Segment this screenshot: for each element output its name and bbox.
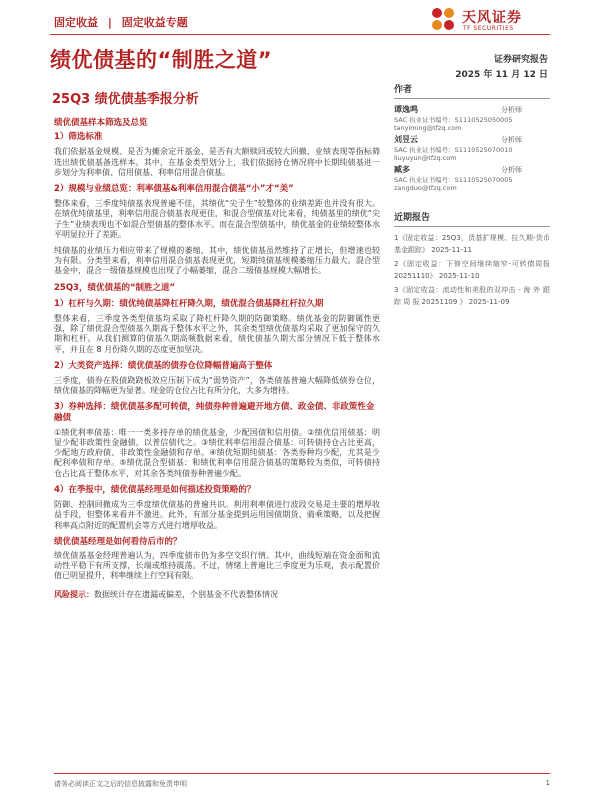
author-role: 分析师 <box>501 106 522 114</box>
paragraph-leverage-duration: 整体来看，三季度各类型债基均采取了降杠杆降久期的防御策略。绩优基金的防御属性更强，除了绩优混合型债基久期高于整体水平之外，其余类型绩优债基均采取了更加保守的久期和杠杆。从我们测算的债基久期高频数据来看，绩优债基久期大部分情况下低于整体水平，并且在 8 月份降久期的态度更加坚决。 <box>54 314 380 354</box>
page-footer <box>54 779 550 789</box>
risk-warning <box>54 590 380 600</box>
author-cert: SAC 执业证书编号：S1110525050005 <box>394 116 513 124</box>
paragraph-bond-selection: ①绩优利率债基：唯一一类多持存单的绩优基金，少配国债和信用债。②绩优信用债基：明显少配非政策性金融债，以普信债代之。③绩优利率信用混合债基：可转债持仓占比更高，少配地方政府债、非政策性金融债和存单。④绩优短期纯债基：各类券种均少配，尤其是少配利率债和存单。⑤绩优混合型债基：和绩优利率信用混合债基的策略较为类似，可转债持仓占比高于整体水平，对其余各类纯债券种普遍少配。 <box>54 427 380 478</box>
paragraph-outlook: 绩优债基基金经理普遍认为，四季度债市仍为多空交织行情。其中，曲线短端在资金面和流动性平稳下有所支撑，长端或维持震荡。不过，情绪上普遍比三季度更为乐观，表示配置价值已明显提升，利率继续上行空间有限。 <box>54 550 380 581</box>
paragraph-manager-strategy: 防御、控制回撤成为三季度绩优债基的普遍共识。利用利率债进行波段交易是主要的增厚收益手段，但整体来看并不激进。此外，有部分基金提到运用国债期货、骑乘策略，以及把握利率高点附近的配置机会等方式进行增厚收益。 <box>54 500 380 530</box>
author-cert: SAC 执业证书编号：S1110525070005 <box>394 176 513 184</box>
subheading-asset-allocation: 2）大类资产选择：绩优债基的债券仓位降幅普遍高于整体 <box>54 360 273 371</box>
author-cert: SAC 执业证书编号：S1110525070010 <box>394 146 513 154</box>
author-card <box>394 134 550 164</box>
header-separator: | <box>107 16 112 29</box>
footer-divider <box>54 773 550 774</box>
author-name: 谭逸鸣 <box>394 105 418 114</box>
section-heading-strategy: 25Q3，绩优债基的“制胜之道” <box>54 282 176 293</box>
subheading-bond-selection: 3）券种选择：绩优债基多配可转债，纯债券种普遍避开地方债、政金债、非政策性金融债 <box>54 402 375 423</box>
subheading-manager-strategy: 4）在季报中，绩优债基经理是如何描述投资策略的？ <box>54 484 256 495</box>
header-tags <box>54 14 194 30</box>
paragraph-asset-allocation: 三季度，债券在股债跷跷板效应压制下成为“弱势资产”，各类债基普遍大幅降低债券仓位，绩优债基的降幅更为显著。现金的仓位占比有所分化，大多为增持。 <box>54 376 380 396</box>
report-date: 2025 年 11 月 12 日 <box>455 70 548 80</box>
author-email[interactable]: tanyiming@tfzq.com <box>394 124 462 132</box>
header-tag-fixed-income: 固定收益 <box>54 16 98 29</box>
author-card <box>394 164 550 194</box>
authors-label: 作者 <box>394 82 550 99</box>
author-role: 分析师 <box>501 166 522 174</box>
recent-reports <box>394 210 550 308</box>
risk-label: 风险提示： <box>54 589 94 599</box>
subheading-scale-performance: 2）规模与业绩总览：利率债基&利率信用混合债基“小”才“美” <box>54 184 294 195</box>
section-heading-outlook: 绩优债基经理是如何看待后市的？ <box>54 536 182 547</box>
paragraph-criteria: 我们依据基金规模、是否为摊余定开基金、是否有大额赎回或较大回撤、业绩表现等指标筛选出绩优债基备选样本。其中，在基金类型划分上，我们依据持仓情况将中长期纯债基进一步划分为利率债、信用债基、利率信用混合债基。 <box>54 147 380 177</box>
footer-disclaimer: 请务必阅读正文之后的信息披露和免责申明 <box>54 780 187 788</box>
report-type: 证券研究报告 <box>493 55 548 65</box>
page-number: 1 <box>545 779 550 787</box>
subheading-criteria: 1）筛选标准 <box>54 132 103 143</box>
risk-text: 数据统计存在遗漏或偏差，个别基金不代表整体情况 <box>94 589 278 599</box>
subheading-leverage-duration: 1）杠杆与久期：绩优纯债基降杠杆降久期，绩优混合债基降杠杆拉久期 <box>54 298 324 309</box>
tf-logo-icon <box>428 5 458 35</box>
author-name: 臧多 <box>394 165 410 174</box>
author-card <box>394 104 550 134</box>
report-subtitle: 25Q3 绩优债基季报分析 <box>52 92 199 107</box>
logo-english: TF SECURITIES <box>463 25 514 32</box>
report-title: 绩优债基的“制胜之道” <box>50 48 273 72</box>
recent-report-link[interactable]: 2《固定收益：下修空间继续缩窄-可转债周报 20251110》 2025-11-10 <box>394 260 550 280</box>
section-heading-sample: 绩优债基样本筛选及总览 <box>54 118 148 128</box>
author-email[interactable]: zangduo@tfzq.com <box>394 184 457 192</box>
recent-reports-label: 近期报告 <box>394 210 550 227</box>
logo-name: 天风证券 <box>462 10 522 26</box>
recent-report-link[interactable]: 1《固定收益：25Q3，货基扩规模、拉久期-货币基金跟踪》 2025-11-11 <box>394 234 550 254</box>
header-tag-topic: 固定收益专题 <box>121 16 188 29</box>
author-role: 分析师 <box>501 136 522 144</box>
recent-report-link[interactable]: 3《固定收益：流动性和美股的双冲击 - 海 外 跟 踪 周 报 20251109 》 2025-11-09 <box>394 286 550 306</box>
paragraph-performance: 整体来看，三季度纯债基表现普遍不佳，其绩优“尖子生”较整体的业绩差距也并没有很大。在绩优纯债基里，利率信用混合债基表现更佳，和混合型债基对比来看，纯债基里的绩优“尖子生”业绩表现也不如混合型债基的整体水平。而在混合型债基中，绩优基金的业绩较整体水平明显拉开了差距。 <box>54 199 380 239</box>
sidebar <box>394 82 550 310</box>
paragraph-scale: 纯债基的业绩压力相应带来了规模的萎缩，其中，绩优债基虽然维持了正增长，但增速也较为有限。分类型来看，利率信用混合债基表现更优，短期纯债基规模萎缩压力最大。混合型基金中，混合一级债基规模也出现了小幅萎缩，混合二级债基规模大幅增长。 <box>54 246 380 276</box>
author-email[interactable]: liuyuyun@tfzq.com <box>394 154 457 162</box>
author-name: 刘昱云 <box>394 135 418 144</box>
main-content <box>54 118 380 606</box>
header-divider <box>50 34 550 35</box>
